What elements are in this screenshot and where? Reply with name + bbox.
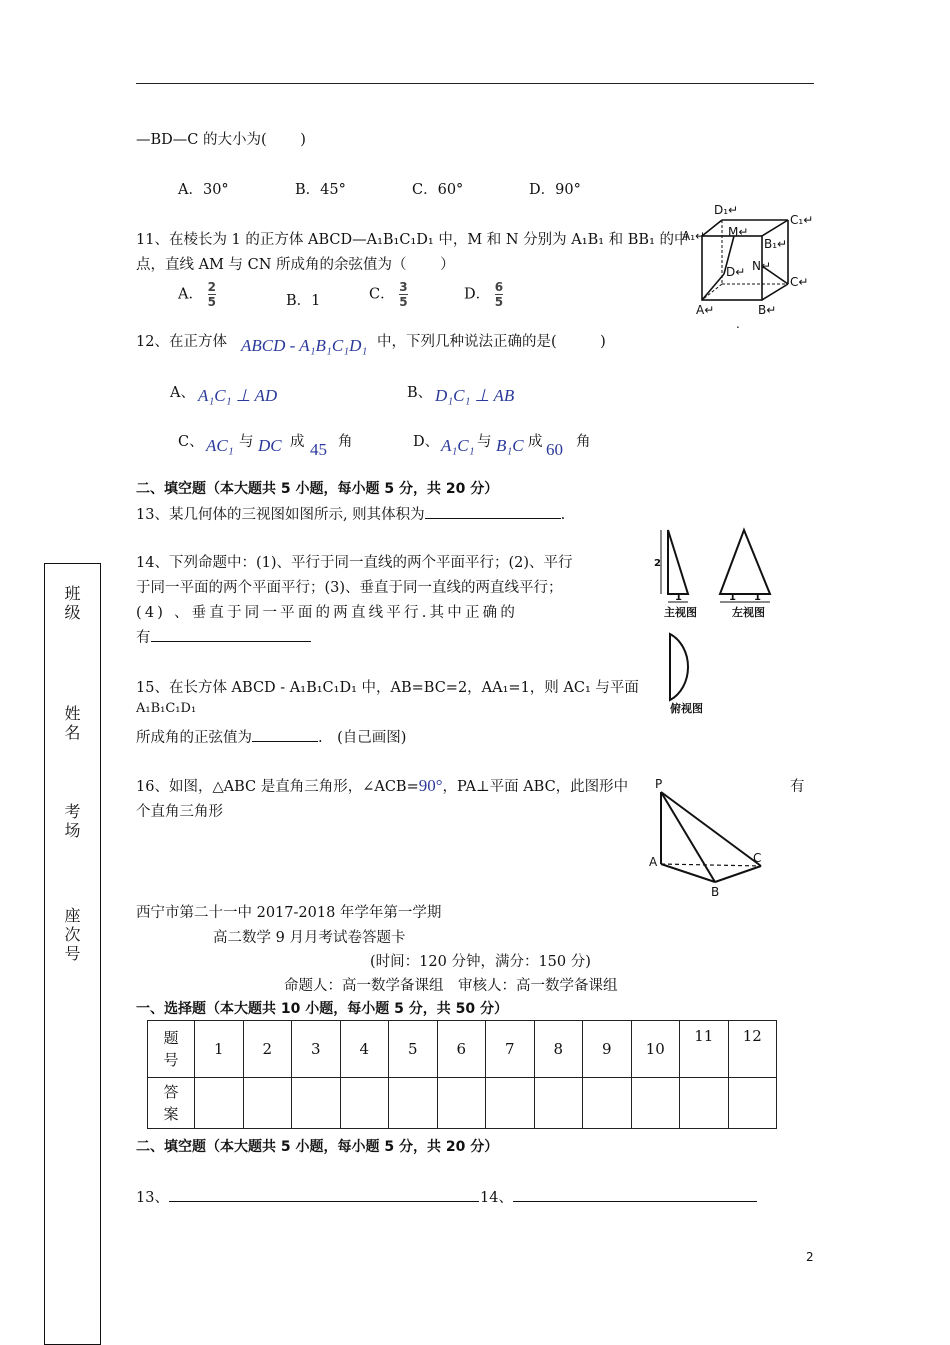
- q12-b-expr: D₁C₁ ⊥ AB: [435, 386, 515, 405]
- question-number: 3: [292, 1021, 341, 1078]
- side-char: 考: [64, 802, 81, 821]
- q12-c-cheng: 成: [290, 434, 305, 450]
- label-b: B: [711, 885, 720, 899]
- table-row: [148, 1078, 777, 1129]
- side-view-triangle: [720, 530, 770, 594]
- edge-pb: [661, 792, 715, 882]
- q15-blank: [252, 727, 318, 742]
- header-char: 答: [163, 1083, 179, 1101]
- label-d1: D₁↵: [714, 203, 739, 217]
- label-dot: .: [736, 317, 740, 330]
- answer-cell[interactable]: [631, 1078, 680, 1129]
- denominator: 5: [207, 295, 216, 309]
- q10-option-b: B．45°: [295, 182, 346, 198]
- q12-a-label: A、: [170, 385, 195, 401]
- side-char: 名: [64, 723, 81, 742]
- question-number: 10: [631, 1021, 680, 1078]
- q11-option-b: B．1: [286, 293, 321, 309]
- q16-angle: 90°: [418, 776, 443, 795]
- answer-cell[interactable]: [340, 1078, 389, 1129]
- edge-bc: [715, 866, 761, 882]
- q12-c-label: C、: [178, 434, 204, 450]
- q13-answer-label: 13、: [136, 1190, 169, 1206]
- q11-option-c: [369, 281, 408, 308]
- answer-cell[interactable]: [389, 1078, 438, 1129]
- q10-tail: —BD—C 的大小为( ): [136, 132, 306, 148]
- question-number: 2: [243, 1021, 292, 1078]
- label-a1: A₁↵: [682, 229, 706, 243]
- q15-line3: [136, 726, 406, 747]
- answer-cell[interactable]: [243, 1078, 292, 1129]
- card-time: (时间：120 分钟，满分：150 分): [370, 954, 591, 970]
- label-c: C: [753, 851, 762, 865]
- header-char: 号: [163, 1051, 179, 1069]
- q16-line2: 个直角三角形: [136, 804, 223, 820]
- side-room: [45, 802, 100, 840]
- q15-line2: A₁B₁C₁D₁: [136, 701, 197, 716]
- question-number: 1: [195, 1021, 244, 1078]
- numerator: 6: [494, 280, 504, 294]
- q12-d-end: 角: [576, 434, 591, 450]
- label-p: P: [655, 778, 663, 791]
- dim-two: 2: [654, 558, 661, 569]
- label-b1: B₁↵: [764, 237, 788, 251]
- question-number: 8: [534, 1021, 583, 1078]
- option-label: D．: [464, 286, 491, 303]
- option-label: A．: [178, 286, 203, 303]
- card-title: 高二数学 9 月月考试卷答题卡: [213, 930, 406, 946]
- table-row: [148, 1021, 777, 1078]
- q12-d-cheng: 成: [528, 434, 543, 450]
- top-view-caption: 俯视图: [670, 702, 703, 715]
- side-char: 姓: [64, 704, 81, 723]
- question-number: 11: [680, 1021, 729, 1078]
- label-c1: C₁↵: [790, 213, 814, 227]
- top-view-half-circle: [670, 634, 688, 700]
- side-char: 场: [64, 821, 81, 840]
- q15-end: . (自己画图): [318, 730, 407, 746]
- pyramid-figure: [645, 778, 775, 900]
- dim-one-side-left: 1: [729, 592, 736, 603]
- q13-text: 13、某几何体的三视图如图所示, 则其体积为: [136, 507, 425, 523]
- card-section2: 二、填空题（本大题共 5 小题，每小题 5 分，共 20 分）: [136, 1139, 499, 1155]
- header-char: 题: [163, 1029, 179, 1047]
- q16-line1: [136, 775, 628, 796]
- answer-cell[interactable]: [583, 1078, 632, 1129]
- question-number: 12: [728, 1021, 777, 1078]
- q14-line2: 于同一平面的两个平面平行；(3)、垂直于同一直线的两直线平行；: [136, 580, 563, 596]
- question-number: 4: [340, 1021, 389, 1078]
- am-line: [702, 274, 724, 300]
- edge-ac-hidden: [661, 864, 761, 866]
- row-header-question: [148, 1021, 195, 1078]
- q14-answer-label: 14、: [480, 1190, 513, 1206]
- fraction: [495, 281, 503, 308]
- answer-cell[interactable]: [486, 1078, 535, 1129]
- side-name: [45, 704, 100, 742]
- q12-c-expr2: DC: [258, 436, 282, 455]
- card-section1: 一、选择题（本大题共 10 小题，每小题 5 分，共 50 分）: [136, 1001, 508, 1017]
- q14-you: 有: [136, 630, 151, 646]
- answer-cell[interactable]: [728, 1078, 777, 1129]
- answer-cell[interactable]: [195, 1078, 244, 1129]
- q12-d-expr2: B₁C: [496, 436, 524, 455]
- answer-cell[interactable]: [534, 1078, 583, 1129]
- label-c: C↵: [790, 275, 809, 289]
- q11-option-d: [464, 281, 503, 308]
- q12-prefix: 12、在正方体: [136, 334, 227, 350]
- answer-cell[interactable]: [680, 1078, 729, 1129]
- q12-a-expr: A₁C₁ ⊥ AD: [198, 386, 278, 405]
- cube-figure: [680, 198, 820, 330]
- card-authors: 命题人：高一数学备课组 审核人：高一数学备课组: [284, 978, 618, 994]
- q13-end: .: [560, 507, 566, 523]
- question-number: 6: [437, 1021, 486, 1078]
- q14-answer-blank[interactable]: [513, 1187, 757, 1202]
- card-q14-answer: [480, 1186, 757, 1207]
- fraction: [208, 281, 216, 308]
- top-rule: [136, 83, 814, 84]
- dim-one-side-right: 1: [754, 592, 761, 603]
- q12-d-angle: 60: [546, 440, 563, 459]
- q12-c-mid: 与: [239, 434, 254, 450]
- q12-b-label: B、: [407, 385, 433, 401]
- edge-pc: [661, 792, 761, 866]
- q12-c-angle: 45: [310, 440, 327, 459]
- q12-d-label: D、: [413, 434, 440, 450]
- q11-line1: 11、在棱长为 1 的正方体 ABCD—A₁B₁C₁D₁ 中，M 和 N 分别为 A₁B₁ 和 BB₁ 的中: [136, 232, 689, 248]
- label-n: N↵: [752, 259, 772, 273]
- q11-line2: 点，直线 AM 与 CN 所成角的余弦值为（ ）: [136, 257, 455, 273]
- q13-answer-blank[interactable]: [169, 1187, 479, 1202]
- front-view-caption: 主视图: [664, 606, 697, 619]
- cube-edge: [762, 220, 788, 236]
- q12-d-expr1: A₁C₁: [441, 436, 475, 455]
- q14-blank: [151, 627, 311, 642]
- card-school: 西宁市第二十一中 2017-2018 年学年第一学期: [136, 905, 442, 921]
- question-number: 5: [389, 1021, 438, 1078]
- label-b: B↵: [758, 303, 777, 317]
- answer-cell[interactable]: [437, 1078, 486, 1129]
- q10-option-c: C．60°: [412, 182, 464, 198]
- side-char: 座: [64, 906, 81, 925]
- option-label: C．: [369, 286, 395, 303]
- binding-strip: [44, 563, 101, 1345]
- question-number: 7: [486, 1021, 535, 1078]
- page-number: 2: [806, 1250, 814, 1264]
- q13: [136, 503, 565, 524]
- label-m: M↵: [728, 225, 749, 239]
- q14-line3: (4) 、垂直于同一平面的两直线平行.其中正确的: [136, 605, 519, 621]
- q16-you: 有: [790, 779, 805, 795]
- q15-line1: 15、在长方体 ABCD - A₁B₁C₁D₁ 中，AB=BC=2，AA₁=1，则 AC₁ 与平面: [136, 680, 639, 696]
- front-view-triangle: [668, 530, 688, 594]
- q14-line4: [136, 626, 311, 647]
- numerator: 3: [399, 280, 408, 294]
- q12-c-end: 角: [338, 434, 353, 450]
- side-char: 号: [64, 944, 81, 963]
- q16-text-b: ，PA⊥平面 ABC，此图形中: [442, 779, 629, 795]
- side-char: 班: [64, 584, 81, 603]
- q12-expr: ABCD - A₁B₁C₁D₁: [241, 336, 368, 355]
- numerator: 2: [207, 280, 216, 294]
- side-view-caption: 左视图: [732, 606, 765, 619]
- q10-option-a: A．30°: [178, 182, 229, 198]
- q13-blank: [425, 504, 561, 519]
- q11-option-a: [178, 281, 216, 308]
- q16-text-a: 16、如图，△ABC 是直角三角形，∠ACB=: [136, 779, 419, 795]
- side-seat: [45, 906, 100, 963]
- answer-table: [147, 1020, 777, 1129]
- label-a: A↵: [696, 303, 715, 317]
- hidden-edge: [702, 284, 722, 300]
- row-header-answer: [148, 1078, 195, 1129]
- side-class: [45, 584, 100, 622]
- fraction: [399, 281, 407, 308]
- denominator: 5: [399, 295, 408, 309]
- side-char: 级: [64, 603, 81, 622]
- label-a: A: [649, 855, 658, 869]
- q12-suffix: 中，下列几种说法正确的是( ): [377, 334, 606, 350]
- denominator: 5: [494, 295, 504, 309]
- cube-edge: [762, 284, 788, 300]
- q12-d-mid: 与: [477, 434, 492, 450]
- answer-cell[interactable]: [292, 1078, 341, 1129]
- question-number: 9: [583, 1021, 632, 1078]
- q15-text: 所成角的正弦值为: [136, 730, 252, 746]
- dim-one-front: 1: [675, 592, 682, 603]
- label-d: D↵: [726, 265, 746, 279]
- section2-heading: 二、填空题（本大题共 5 小题，每小题 5 分，共 20 分）: [136, 481, 499, 497]
- q14-line1: 14、下列命题中：(1)、平行于同一直线的两个平面平行；(2)、平行: [136, 555, 573, 571]
- card-q13-answer: [136, 1186, 479, 1207]
- three-view-figure: [652, 522, 802, 720]
- side-char: 次: [64, 925, 81, 944]
- q12-c-expr1: AC₁: [206, 436, 234, 455]
- header-char: 案: [163, 1105, 179, 1123]
- q10-option-d: D．90°: [529, 182, 581, 198]
